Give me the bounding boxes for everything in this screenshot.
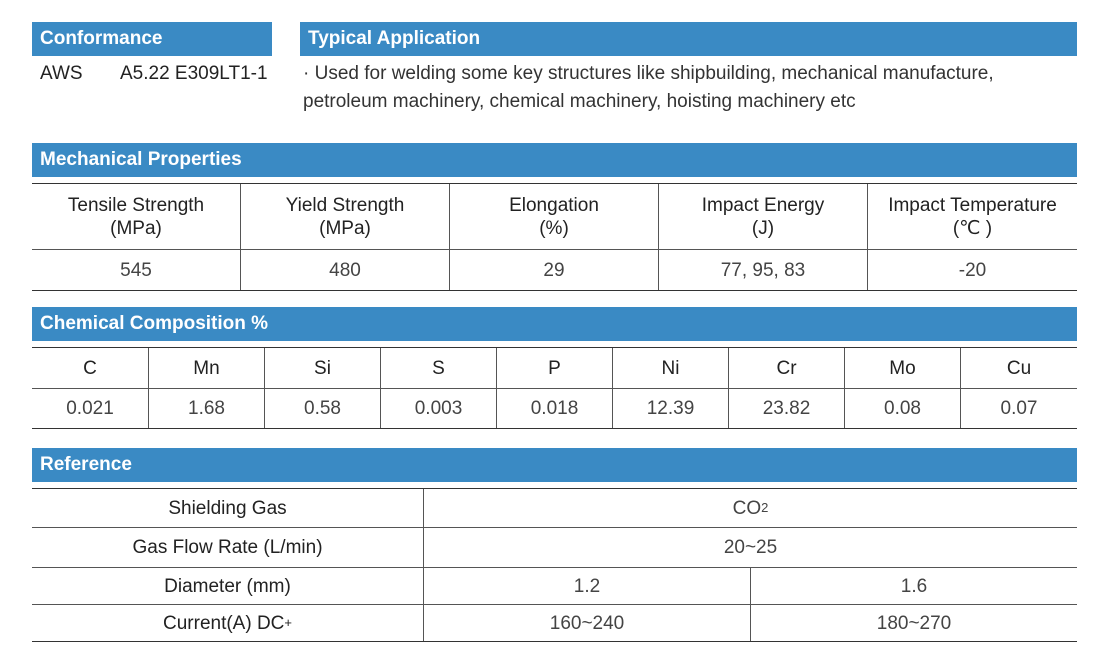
chem-value-c: 0.021 xyxy=(66,398,114,419)
current-value-2: 180~270 xyxy=(876,612,952,634)
chem-element-cu: Cu xyxy=(1006,357,1032,379)
mech-header-elongation: Elongation (%) xyxy=(509,194,599,239)
diameter-label: Diameter (mm) xyxy=(164,575,291,597)
current-label: Current(A) DC + xyxy=(163,612,292,634)
chem-value-s: 0.003 xyxy=(414,398,463,419)
typical-application-line2: petroleum machinery, chemical machinery, hoisting machinery etc xyxy=(303,91,856,112)
typical-application-line1: · Used for welding some key structures like shipbuilding, mechanical manufacture, xyxy=(303,63,994,84)
chem-value-mo: 0.08 xyxy=(884,398,921,419)
chem-element-cr: Cr xyxy=(776,357,797,379)
chem-value-p: 0.018 xyxy=(530,398,579,419)
mech-value-tensile-strength: 545 xyxy=(120,259,152,281)
shielding-gas-label: Shielding Gas xyxy=(168,497,287,519)
chemical-composition-header: Chemical Composition % xyxy=(32,307,1077,341)
mech-header-impact-energy: Impact Energy (J) xyxy=(701,194,825,239)
mech-value-yield-strength: 480 xyxy=(329,259,361,281)
mech-value-impact-temperature: -20 xyxy=(958,259,987,281)
conformance-header: Conformance xyxy=(32,22,272,56)
chem-element-ni: Ni xyxy=(661,357,680,379)
mech-header-yield-strength: Yield Strength (MPa) xyxy=(285,194,405,239)
chem-value-cu: 0.07 xyxy=(1000,398,1038,419)
diameter-value-1: 1.2 xyxy=(573,575,601,597)
mechanical-properties-header: Mechanical Properties xyxy=(32,143,1077,177)
diameter-value-2: 1.6 xyxy=(900,575,928,597)
mech-value-elongation: 29 xyxy=(543,259,565,281)
gas-flow-rate-label: Gas Flow Rate (L/min) xyxy=(132,537,323,558)
chem-element-c: C xyxy=(83,357,97,379)
reference-header: Reference xyxy=(32,448,1077,482)
chem-element-s: S xyxy=(432,357,445,379)
chem-value-cr: 23.82 xyxy=(762,398,811,419)
current-value-1: 160~240 xyxy=(549,612,625,634)
mech-header-tensile-strength: Tensile Strength (MPa) xyxy=(67,194,205,239)
chem-value-mn: 1.68 xyxy=(188,398,225,419)
mech-header-impact-temperature: Impact Temperature (℃ ) xyxy=(888,194,1057,239)
mech-value-impact-energy: 77, 95, 83 xyxy=(720,259,806,281)
chem-element-p: P xyxy=(548,357,561,379)
conformance-standard: AWS xyxy=(40,63,83,84)
typical-application-header: Typical Application xyxy=(300,22,1077,56)
chem-value-ni: 12.39 xyxy=(646,398,695,419)
conformance-classification: A5.22 E309LT1-1 xyxy=(120,63,268,84)
chem-value-si: 0.58 xyxy=(304,398,341,419)
shielding-gas-value: CO 2 xyxy=(732,497,769,519)
gas-flow-rate-value: 20~25 xyxy=(723,537,778,558)
chem-element-si: Si xyxy=(314,357,331,379)
chem-element-mn: Mn xyxy=(193,357,220,379)
chem-element-mo: Mo xyxy=(889,357,916,379)
